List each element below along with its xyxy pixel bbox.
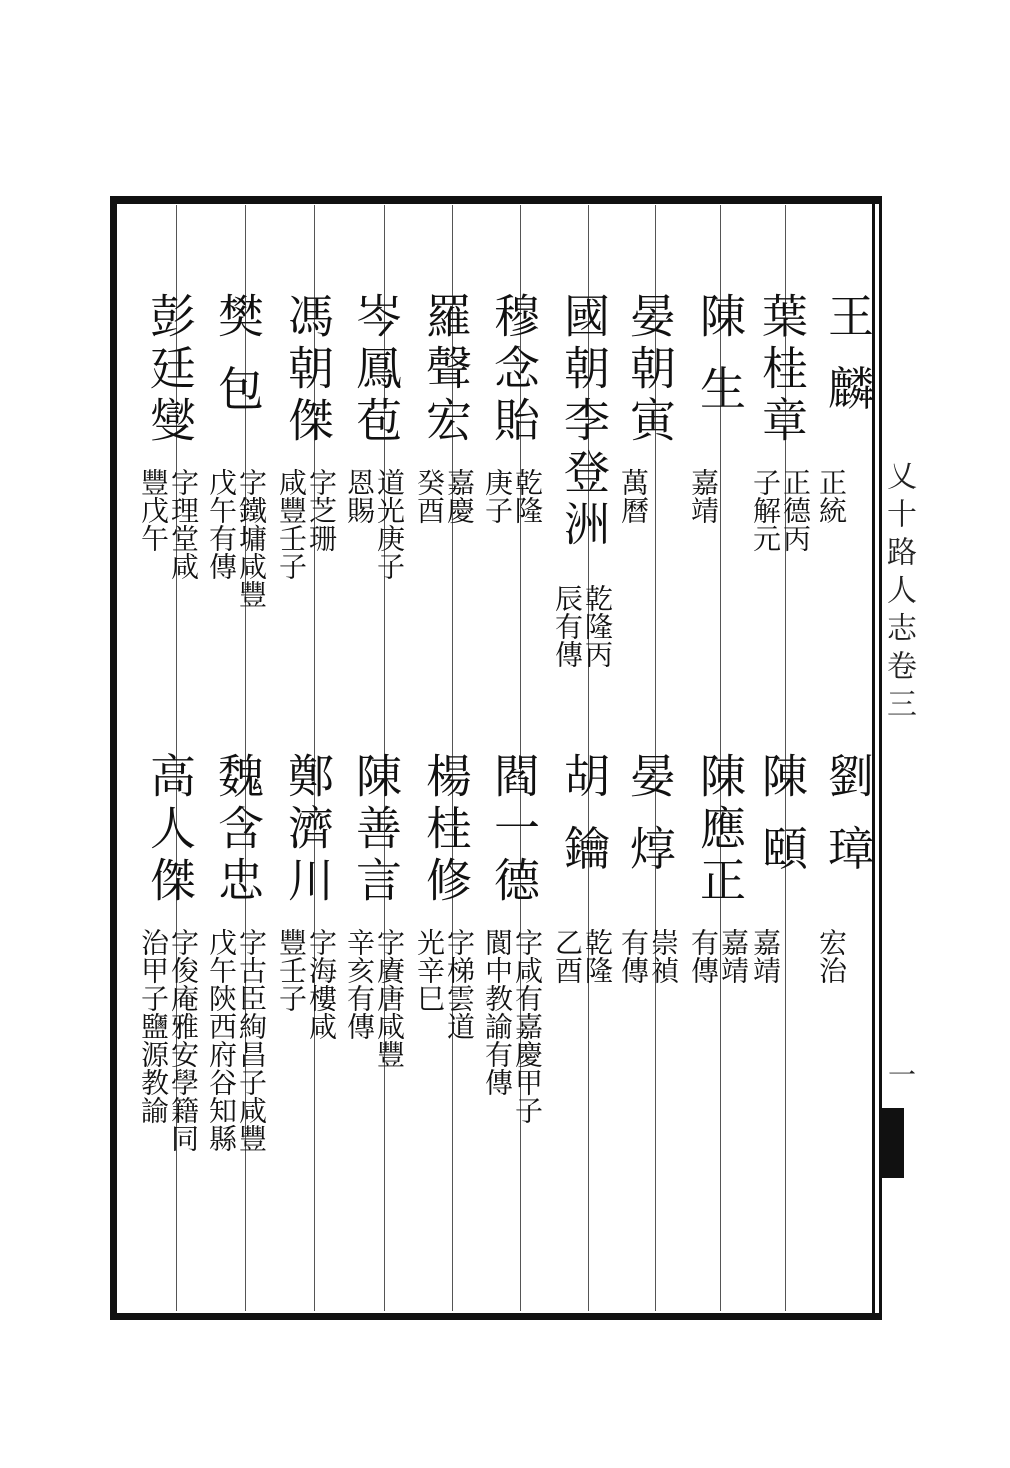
person-name: 羅聲宏	[419, 292, 473, 448]
person-name: 岑鳳苞	[349, 292, 403, 448]
person-name: 晏朝寅	[623, 292, 677, 448]
person-annotation: 正德丙 子解元	[749, 468, 812, 552]
person-name: 陳 頤	[755, 752, 809, 877]
person-annotation: 道光庚子 恩賜	[343, 468, 406, 580]
margin-edge-page-number: 一	[884, 1060, 917, 1096]
person-name: 穆念貽	[487, 292, 541, 448]
person-name: 鄭濟川	[281, 752, 335, 908]
person-name: 王 麟	[821, 292, 875, 417]
person-annotation: 字鐵墉咸豐 戊午有傳	[205, 468, 268, 608]
person-annotation: 乾隆丙 辰有傳	[551, 584, 614, 668]
person-annotation: 字芝珊 咸豐壬子	[275, 468, 338, 580]
person-annotation: 乾隆 乙酉	[551, 928, 614, 984]
margin-edge-title: 乂十路人志卷三	[881, 460, 916, 726]
person-name: 閻一德	[487, 752, 541, 908]
person-name: 高人傑	[143, 752, 197, 908]
person-name: 胡 鑰	[557, 752, 611, 877]
person-annotation: 萬曆	[617, 468, 650, 524]
margin-fishtail-mark	[882, 1108, 904, 1178]
person-name: 陳善言	[349, 752, 403, 908]
person-name: 陳應正	[693, 752, 747, 908]
person-name: 馮朝傑	[281, 292, 335, 448]
person-name: 樊 包	[211, 292, 265, 417]
person-annotation: 嘉慶 癸酉	[413, 468, 476, 524]
person-annotation: 字理堂咸 豐戊午	[137, 468, 200, 580]
person-name: 彭廷燮	[143, 292, 197, 448]
person-annotation: 嘉靖 有傳	[687, 928, 750, 984]
person-annotation: 字咸有嘉慶甲子 閬中教諭有傳	[481, 928, 544, 1124]
person-name: 魏含忠	[211, 752, 265, 908]
person-annotation: 乾隆 庚子	[481, 468, 544, 524]
person-annotation: 嘉靖	[749, 928, 782, 984]
person-name: 葉桂章	[755, 292, 809, 448]
person-name: 劉 璋	[821, 752, 875, 877]
person-annotation: 字梯雲道 光辛巳	[413, 928, 476, 1040]
person-annotation: 宏治	[815, 928, 848, 984]
person-name: 陳 生	[693, 292, 747, 417]
person-name: 楊桂修	[419, 752, 473, 908]
person-annotation: 字古臣絢昌子咸豐 戊午陝西府谷知縣	[205, 928, 268, 1152]
person-name: 晏 焞	[623, 752, 677, 877]
person-annotation: 嘉靖	[687, 468, 720, 524]
person-annotation: 字俊庵雅安學籍同 治甲子鹽源教諭	[137, 928, 200, 1152]
person-annotation: 崇禎 有傳	[617, 928, 680, 984]
person-annotation: 字海樓咸 豐壬子	[275, 928, 338, 1040]
person-annotation: 字賡唐咸豐 辛亥有傳	[343, 928, 406, 1068]
person-name: 國朝李登洲	[557, 292, 611, 552]
person-annotation: 正統	[815, 468, 848, 524]
